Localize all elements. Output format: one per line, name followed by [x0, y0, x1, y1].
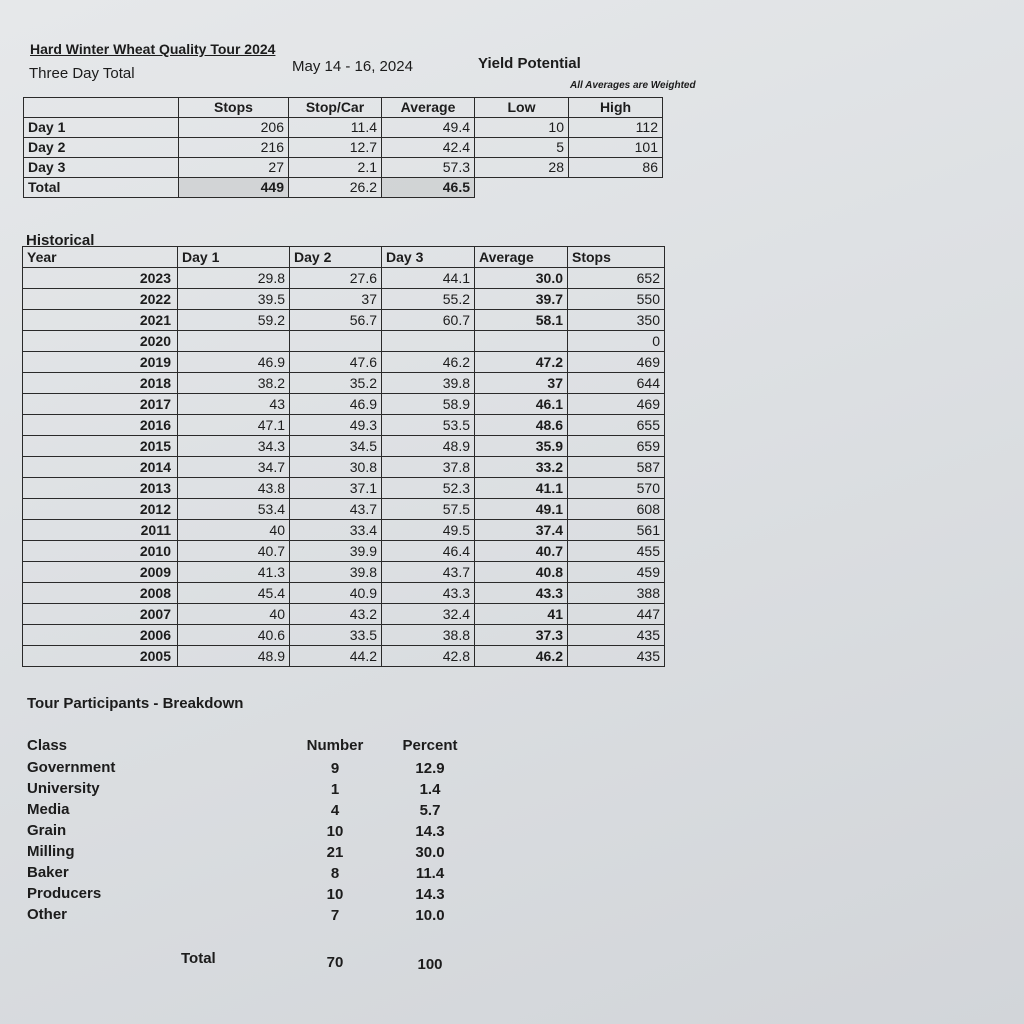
historical-year-cell: 2010	[23, 541, 178, 562]
participants-percent-header: Percent	[402, 737, 458, 754]
summary-cell: 28	[475, 158, 569, 178]
historical-year-cell: 2023	[23, 268, 178, 289]
historical-day3-cell: 46.2	[382, 352, 475, 373]
historical-day1-cell: 48.9	[178, 646, 290, 667]
summary-row-label: Day 2	[24, 138, 179, 158]
historical-day2-cell: 33.4	[290, 520, 382, 541]
historical-day1-cell: 38.2	[178, 373, 290, 394]
historical-row	[23, 604, 665, 625]
historical-year-cell: 2015	[23, 436, 178, 457]
participants-percent-cell: 14.3	[415, 886, 445, 903]
summary-col-header: Stops	[179, 98, 289, 118]
historical-row	[23, 352, 665, 373]
historical-day2-cell: 46.9	[290, 394, 382, 415]
historical-day3-cell: 53.5	[382, 415, 475, 436]
historical-row	[23, 499, 665, 520]
historical-average-cell: 37	[475, 373, 568, 394]
historical-average-cell: 35.9	[475, 436, 568, 457]
historical-stops-cell: 608	[568, 499, 665, 520]
historical-average-cell: 47.2	[475, 352, 568, 373]
document-title: Hard Winter Wheat Quality Tour 2024	[30, 41, 276, 57]
historical-row	[23, 268, 665, 289]
historical-average-cell: 43.3	[475, 583, 568, 604]
historical-year-cell: 2012	[23, 499, 178, 520]
historical-day3-cell: 52.3	[382, 478, 475, 499]
participants-number-cell: 1	[330, 781, 340, 798]
historical-day2-cell: 37.1	[290, 478, 382, 499]
summary-cell: 86	[569, 158, 663, 178]
participants-number-cell: 9	[330, 760, 340, 777]
document-subtitle: Three Day Total	[29, 65, 135, 82]
participants-number-cell: 10	[326, 823, 344, 840]
participants-class-cell: Grain	[27, 822, 67, 839]
historical-stops-cell: 0	[568, 331, 665, 352]
summary-cell: 57.3	[382, 158, 475, 178]
historical-year-cell: 2014	[23, 457, 178, 478]
participants-number-header: Number	[306, 737, 364, 754]
historical-day1-cell: 40.7	[178, 541, 290, 562]
historical-day1-cell: 59.2	[178, 310, 290, 331]
historical-average-cell: 48.6	[475, 415, 568, 436]
summary-cell: 11.4	[289, 118, 382, 138]
historical-average-cell: 46.1	[475, 394, 568, 415]
historical-average-cell: 49.1	[475, 499, 568, 520]
historical-day3-cell: 48.9	[382, 436, 475, 457]
summary-cell: 49.4	[382, 118, 475, 138]
historical-col-header: Day 3	[382, 247, 475, 268]
historical-row	[23, 541, 665, 562]
participants-number-cell: 21	[326, 844, 344, 861]
summary-cell: 42.4	[382, 138, 475, 158]
participants-total-percent: 100	[417, 956, 443, 973]
historical-day1-cell: 41.3	[178, 562, 290, 583]
summary-cell: 5	[475, 138, 569, 158]
historical-average-cell: 41	[475, 604, 568, 625]
historical-day1-cell	[178, 331, 290, 352]
participants-percent-cell: 10.0	[415, 907, 445, 924]
historical-stops-cell: 561	[568, 520, 665, 541]
historical-row	[23, 583, 665, 604]
historical-col-header: Day 1	[178, 247, 290, 268]
historical-year-cell: 2007	[23, 604, 178, 625]
historical-stops-cell: 447	[568, 604, 665, 625]
historical-stops-cell: 550	[568, 289, 665, 310]
historical-average-cell: 58.1	[475, 310, 568, 331]
tour-dates: May 14 - 16, 2024	[292, 58, 413, 75]
summary-col-header: Low	[475, 98, 569, 118]
summary-row-label: Day 1	[24, 118, 179, 138]
participants-class-cell: University	[27, 780, 100, 797]
historical-average-cell: 39.7	[475, 289, 568, 310]
historical-day3-cell	[382, 331, 475, 352]
historical-row	[23, 310, 665, 331]
historical-col-header: Day 2	[290, 247, 382, 268]
historical-year-cell: 2005	[23, 646, 178, 667]
historical-row	[23, 436, 665, 457]
summary-cell: 27	[179, 158, 289, 178]
historical-day1-cell: 29.8	[178, 268, 290, 289]
historical-heading: Historical	[26, 232, 95, 249]
historical-stops-cell: 469	[568, 394, 665, 415]
historical-average-cell: 30.0	[475, 268, 568, 289]
historical-table	[22, 246, 665, 667]
historical-day3-cell: 32.4	[382, 604, 475, 625]
historical-average-cell	[475, 331, 568, 352]
participants-number-cell: 10	[326, 886, 344, 903]
historical-day3-cell: 38.8	[382, 625, 475, 646]
historical-stops-cell: 435	[568, 625, 665, 646]
historical-day3-cell: 55.2	[382, 289, 475, 310]
historical-row	[23, 625, 665, 646]
summary-row	[24, 158, 663, 178]
summary-total-cell: 449	[179, 178, 289, 198]
summary-cell: 12.7	[289, 138, 382, 158]
historical-day1-cell: 46.9	[178, 352, 290, 373]
historical-stops-cell: 652	[568, 268, 665, 289]
historical-col-header: Stops	[568, 247, 665, 268]
summary-col-header: High	[569, 98, 663, 118]
historical-average-cell: 40.8	[475, 562, 568, 583]
participants-class-cell: Other	[27, 906, 68, 923]
participants-number-cell: 7	[330, 907, 340, 924]
historical-day3-cell: 42.8	[382, 646, 475, 667]
historical-average-cell: 37.4	[475, 520, 568, 541]
historical-year-cell: 2009	[23, 562, 178, 583]
historical-row	[23, 331, 665, 352]
historical-day3-cell: 43.3	[382, 583, 475, 604]
summary-cell: 10	[475, 118, 569, 138]
summary-cell: 112	[569, 118, 663, 138]
historical-day2-cell: 35.2	[290, 373, 382, 394]
summary-header-row	[24, 98, 663, 118]
historical-day3-cell: 57.5	[382, 499, 475, 520]
historical-header-row	[23, 247, 665, 268]
historical-average-cell: 41.1	[475, 478, 568, 499]
historical-stops-cell: 459	[568, 562, 665, 583]
historical-day1-cell: 43	[178, 394, 290, 415]
historical-average-cell: 37.3	[475, 625, 568, 646]
participants-percent-cell: 14.3	[415, 823, 445, 840]
historical-day1-cell: 47.1	[178, 415, 290, 436]
historical-day3-cell: 43.7	[382, 562, 475, 583]
summary-total-cell: 46.5	[382, 178, 475, 198]
participants-percent-cell: 30.0	[415, 844, 445, 861]
historical-row	[23, 394, 665, 415]
historical-stops-cell: 435	[568, 646, 665, 667]
historical-stops-cell: 659	[568, 436, 665, 457]
summary-cell: 101	[569, 138, 663, 158]
empty-cell	[569, 178, 663, 198]
historical-day1-cell: 40	[178, 604, 290, 625]
historical-year-cell: 2022	[23, 289, 178, 310]
participants-number-cell: 8	[330, 865, 340, 882]
summary-col-header: Stop/Car	[289, 98, 382, 118]
historical-stops-cell: 644	[568, 373, 665, 394]
historical-day1-cell: 39.5	[178, 289, 290, 310]
historical-row	[23, 562, 665, 583]
participants-total-label: Total	[181, 950, 216, 967]
historical-body	[23, 268, 665, 667]
historical-day2-cell: 39.8	[290, 562, 382, 583]
historical-day3-cell: 58.9	[382, 394, 475, 415]
summary-cell: 206	[179, 118, 289, 138]
historical-year-cell: 2018	[23, 373, 178, 394]
historical-day1-cell: 43.8	[178, 478, 290, 499]
summary-total-label: Total	[24, 178, 179, 198]
historical-day1-cell: 40	[178, 520, 290, 541]
participants-class-cell: Milling	[27, 843, 75, 860]
historical-day2-cell	[290, 331, 382, 352]
historical-year-cell: 2016	[23, 415, 178, 436]
historical-stops-cell: 587	[568, 457, 665, 478]
historical-stops-cell: 455	[568, 541, 665, 562]
historical-day3-cell: 60.7	[382, 310, 475, 331]
historical-day2-cell: 40.9	[290, 583, 382, 604]
historical-row	[23, 373, 665, 394]
weighted-note: All Averages are Weighted	[570, 80, 696, 91]
historical-average-cell: 40.7	[475, 541, 568, 562]
summary-cell: 2.1	[289, 158, 382, 178]
historical-day1-cell: 40.6	[178, 625, 290, 646]
historical-day3-cell: 46.4	[382, 541, 475, 562]
participants-class-cell: Government	[27, 759, 116, 776]
participants-percent-cell: 5.7	[419, 802, 441, 819]
historical-day2-cell: 56.7	[290, 310, 382, 331]
historical-row	[23, 478, 665, 499]
participants-heading: Tour Participants - Breakdown	[27, 695, 244, 712]
historical-day3-cell: 37.8	[382, 457, 475, 478]
historical-row	[23, 646, 665, 667]
historical-day3-cell: 44.1	[382, 268, 475, 289]
historical-year-cell: 2020	[23, 331, 178, 352]
historical-stops-cell: 570	[568, 478, 665, 499]
summary-row-label: Day 3	[24, 158, 179, 178]
historical-day2-cell: 43.7	[290, 499, 382, 520]
historical-day2-cell: 34.5	[290, 436, 382, 457]
historical-year-cell: 2011	[23, 520, 178, 541]
historical-col-header: Average	[475, 247, 568, 268]
historical-average-cell: 33.2	[475, 457, 568, 478]
historical-year-cell: 2021	[23, 310, 178, 331]
historical-day1-cell: 34.7	[178, 457, 290, 478]
participants-class-cell: Producers	[27, 885, 102, 902]
historical-average-cell: 46.2	[475, 646, 568, 667]
participants-percent-cell: 12.9	[415, 760, 445, 777]
historical-stops-cell: 655	[568, 415, 665, 436]
historical-day2-cell: 33.5	[290, 625, 382, 646]
participants-percent-cell: 1.4	[419, 781, 441, 798]
summary-total-row	[24, 178, 663, 198]
historical-day1-cell: 34.3	[178, 436, 290, 457]
historical-day2-cell: 37	[290, 289, 382, 310]
historical-day2-cell: 27.6	[290, 268, 382, 289]
historical-row	[23, 289, 665, 310]
participants-number-cell: 4	[330, 802, 340, 819]
section-heading: Yield Potential	[478, 55, 581, 72]
historical-day2-cell: 44.2	[290, 646, 382, 667]
historical-year-cell: 2013	[23, 478, 178, 499]
historical-day1-cell: 45.4	[178, 583, 290, 604]
historical-col-header: Year	[23, 247, 178, 268]
historical-stops-cell: 388	[568, 583, 665, 604]
historical-row	[23, 415, 665, 436]
summary-row	[24, 138, 663, 158]
historical-day2-cell: 49.3	[290, 415, 382, 436]
historical-day3-cell: 49.5	[382, 520, 475, 541]
historical-stops-cell: 469	[568, 352, 665, 373]
participants-class-header: Class	[27, 737, 68, 754]
summary-cell: 216	[179, 138, 289, 158]
participants-class-cell: Media	[27, 801, 70, 818]
historical-day2-cell: 39.9	[290, 541, 382, 562]
historical-year-cell: 2019	[23, 352, 178, 373]
historical-stops-cell: 350	[568, 310, 665, 331]
historical-row	[23, 457, 665, 478]
summary-table	[23, 97, 663, 198]
historical-row	[23, 520, 665, 541]
historical-year-cell: 2008	[23, 583, 178, 604]
historical-day1-cell: 53.4	[178, 499, 290, 520]
historical-day3-cell: 39.8	[382, 373, 475, 394]
summary-col-header: Average	[382, 98, 475, 118]
historical-day2-cell: 30.8	[290, 457, 382, 478]
summary-corner-cell	[24, 98, 179, 118]
empty-cell	[475, 178, 569, 198]
historical-day2-cell: 43.2	[290, 604, 382, 625]
summary-row	[24, 118, 663, 138]
summary-total-cell: 26.2	[289, 178, 382, 198]
participants-class-cell: Baker	[27, 864, 69, 881]
historical-day2-cell: 47.6	[290, 352, 382, 373]
historical-year-cell: 2017	[23, 394, 178, 415]
participants-percent-cell: 11.4	[415, 865, 445, 882]
participants-total-number: 70	[326, 954, 344, 971]
historical-year-cell: 2006	[23, 625, 178, 646]
